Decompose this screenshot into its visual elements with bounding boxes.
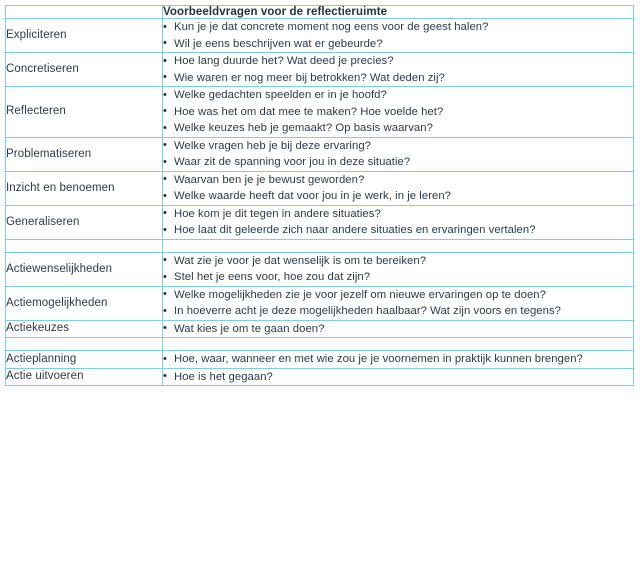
section-title-keuzeweg: KEUZEWEG bbox=[6, 239, 163, 252]
table-row bbox=[6, 368, 634, 386]
question-list bbox=[163, 138, 633, 171]
row-questions-problematiseren bbox=[163, 137, 634, 171]
row-questions-actiekeuzes bbox=[163, 320, 634, 338]
question-list bbox=[163, 369, 633, 386]
table-row bbox=[6, 87, 634, 138]
list-item: • Welke gedachten speelden er in je hoofd? bbox=[163, 87, 633, 104]
table-row bbox=[6, 137, 634, 171]
header-cell-kenweg: KENWEG bbox=[6, 6, 163, 19]
row-questions-generaliseren bbox=[163, 205, 634, 239]
row-label-actiemogelijkheden: Actiemogelijkheden bbox=[6, 286, 163, 320]
row-questions-expliciteren bbox=[163, 19, 634, 53]
row-label-generaliseren: Generaliseren bbox=[6, 205, 163, 239]
section-header-row-keuzeweg bbox=[6, 239, 634, 252]
row-questions-reflecteren bbox=[163, 87, 634, 138]
table-row bbox=[6, 53, 634, 87]
reflection-questions-table bbox=[5, 5, 634, 386]
row-questions-actieplanning bbox=[163, 351, 634, 369]
question-list bbox=[163, 19, 633, 52]
list-item: • Hoe lang duurde het? Wat deed je precies? bbox=[163, 53, 633, 70]
table-row bbox=[6, 205, 634, 239]
question-list bbox=[163, 172, 633, 205]
question-list bbox=[163, 53, 633, 86]
question-list bbox=[163, 206, 633, 239]
table-body bbox=[6, 6, 634, 386]
list-item: • Hoe is het gegaan? bbox=[163, 369, 633, 386]
table-row bbox=[6, 351, 634, 369]
row-label-actie-uitvoeren: Actie uitvoeren bbox=[6, 368, 163, 386]
question-list bbox=[163, 351, 633, 368]
row-label-problematiseren: Problematiseren bbox=[6, 137, 163, 171]
section-title-handelingsweg: HANDELINGSWEG bbox=[6, 338, 163, 351]
row-label-actieplanning: Actieplanning bbox=[6, 351, 163, 369]
list-item: • Wil je eens beschrijven wat er gebeurde? bbox=[163, 36, 633, 53]
table-row bbox=[6, 252, 634, 286]
section-header-row-handelingsweg bbox=[6, 338, 634, 351]
row-questions-concretiseren bbox=[163, 53, 634, 87]
list-item: • Hoe, waar, wanneer en met wie zou je je voornemen in praktijk kunnen brengen? bbox=[163, 351, 633, 368]
section-header-empty-cell bbox=[163, 338, 634, 351]
row-label-actiewenselijkheden: Actiewenselijkheden bbox=[6, 252, 163, 286]
list-item: • Welke mogelijkheden zie je voor jezelf om nieuwe ervaringen op te doen? bbox=[163, 287, 633, 304]
list-item: • Kun je je dat concrete moment nog eens voor de geest halen? bbox=[163, 19, 633, 36]
table-header-row bbox=[6, 6, 634, 19]
row-label-concretiseren: Concretiseren bbox=[6, 53, 163, 87]
row-label-reflecteren: Reflecteren bbox=[6, 87, 163, 138]
row-label-expliciteren: Expliciteren bbox=[6, 19, 163, 53]
table-row bbox=[6, 286, 634, 320]
list-item: • Wat zie je voor je dat wenselijk is om te bereiken? bbox=[163, 253, 633, 270]
list-item: • Waarvan ben je je bewust geworden? bbox=[163, 172, 633, 189]
list-item: • In hoeverre acht je deze mogelijkheden haalbaar? Wat zijn voors en tegens? bbox=[163, 303, 633, 320]
question-list bbox=[163, 321, 633, 338]
table-row bbox=[6, 19, 634, 53]
list-item: • Hoe laat dit geleerde zich naar andere situaties en ervaringen vertalen? bbox=[163, 222, 633, 239]
list-item: • Hoe was het om dat mee te maken? Hoe voelde het? bbox=[163, 104, 633, 121]
row-questions-actie-uitvoeren bbox=[163, 368, 634, 386]
table-row bbox=[6, 171, 634, 205]
list-item: • Stel het je eens voor, hoe zou dat zijn? bbox=[163, 269, 633, 286]
section-header-empty-cell bbox=[163, 239, 634, 252]
list-item: • Wie waren er nog meer bij betrokken? Wat deden zij? bbox=[163, 70, 633, 87]
list-item: • Welke waarde heeft dat voor jou in je werk, in je leren? bbox=[163, 188, 633, 205]
list-item: • Wat kies je om te gaan doen? bbox=[163, 321, 633, 338]
question-list bbox=[163, 287, 633, 320]
list-item: • Hoe kom je dit tegen in andere situaties? bbox=[163, 206, 633, 223]
list-item: • Welke keuzes heb je gemaakt? Op basis waarvan? bbox=[163, 120, 633, 137]
list-item: • Waar zit de spanning voor jou in deze situatie? bbox=[163, 154, 633, 171]
row-questions-inzicht-en-benoemen bbox=[163, 171, 634, 205]
row-questions-actiewenselijkheden bbox=[163, 252, 634, 286]
row-questions-actiemogelijkheden bbox=[163, 286, 634, 320]
question-list bbox=[163, 87, 633, 137]
table-row bbox=[6, 320, 634, 338]
row-label-actiekeuzes: Actiekeuzes bbox=[6, 320, 163, 338]
row-label-inzicht-en-benoemen: Inzicht en benoemen bbox=[6, 171, 163, 205]
list-item: • Welke vragen heb je bij deze ervaring? bbox=[163, 138, 633, 155]
question-list bbox=[163, 253, 633, 286]
header-cell-voorbeeldvragen: Voorbeeldvragen voor de reflectieruimte bbox=[163, 6, 634, 19]
